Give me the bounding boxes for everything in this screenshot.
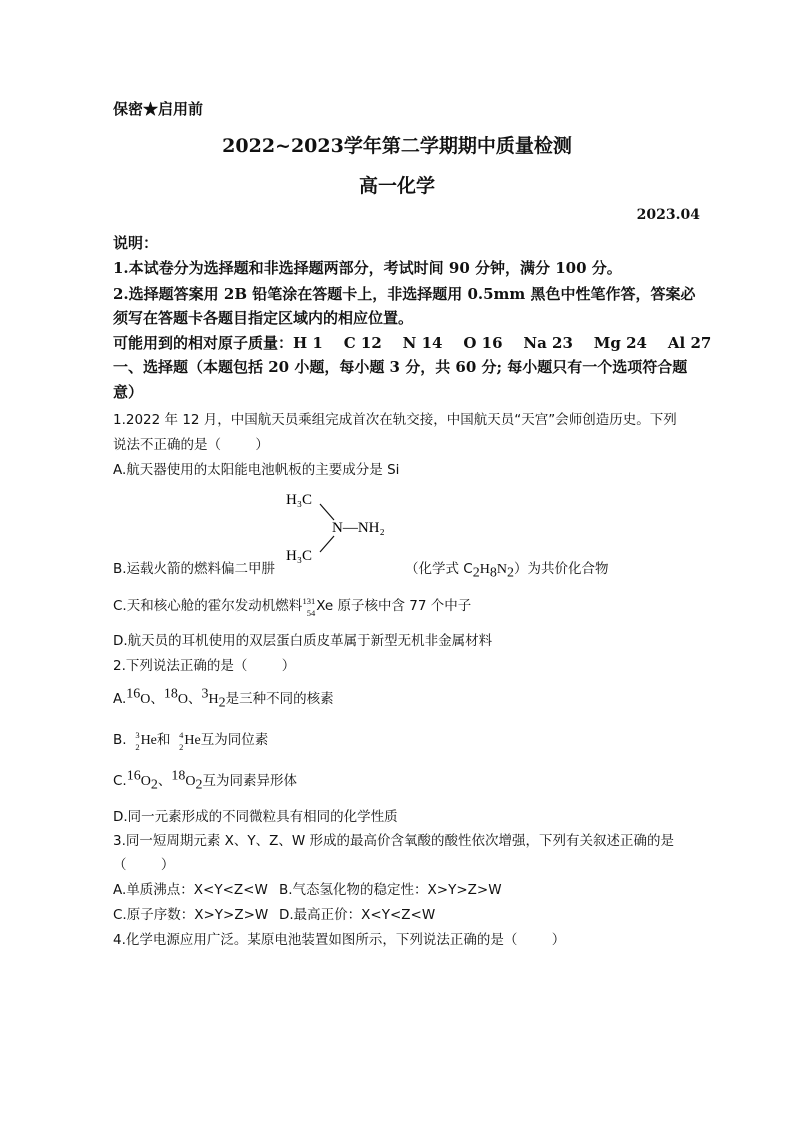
q1-stem-b: 说法不正确的是（ ）	[113, 437, 269, 453]
q2-option-c: $C.^{16}O_2$、$^{18}O_2$互为同素异形体	[113, 768, 297, 793]
q1-option-c-pre: C.天和核心舱的霍尔发动机燃料	[113, 598, 303, 614]
q2-option-a: A.$^{16}$O、$^{18}$O、$^3H_2$是三种不同的核素	[113, 686, 334, 711]
q1-option-b-formula: （化学式 $C_2H_8N_2$）为共价化合物	[405, 561, 609, 581]
he3-notation: 3 2	[135, 730, 140, 752]
q1-option-b-text: B.运载火箭的燃料偏二甲肼	[113, 561, 276, 577]
ch3-bottom-label: H₃C	[286, 548, 313, 564]
q2-option-b: B. 3 2 He和 4 2 He互为同位素	[113, 730, 269, 752]
instruction-line-1: 1.本试卷分为选择题和非选择题两部分，考试时间 90 分钟，满分 100 分。	[113, 259, 622, 277]
instruction-line-2b: 须写在答题卡各题目指定区域内的相应位置。	[113, 309, 414, 327]
q1-option-c-post: Xe 原子核中含 77 个中子	[316, 598, 472, 614]
xe-atomic-number: 54	[306, 608, 316, 618]
q3-stem-b: （ ）	[113, 857, 175, 873]
ch3-top-label: H₃C	[286, 492, 313, 508]
q1-stem-a: 1.2022 年 12 月，中国航天员乘组完成首次在轨交接，中国航天员“天宫”会师创造历史。下列	[113, 412, 677, 428]
bond-bottom	[320, 536, 334, 552]
q1-option-a: A.航天器使用的太阳能电池帆板的主要成分是 Si	[113, 462, 400, 478]
bond-top	[320, 504, 334, 520]
he4-notation: 4 2	[179, 730, 184, 752]
q2-option-a-post: 是三种不同的核素	[225, 691, 334, 707]
instruction-line-2a: 2.选择题答案用 2B 铅笔涂在答题卡上，非选择题用 0.5mm 黑色中性笔作答，答案必	[113, 285, 696, 303]
q2-option-d: D.同一元素形成的不同微粒具有相同的化学性质	[113, 809, 398, 825]
q2-option-c-post: 互为同素异形体	[202, 773, 297, 789]
instructions-heading: 说明：	[113, 234, 159, 252]
q2-option-b-mid: 和	[156, 732, 171, 748]
q1-option-d: D.航天员的耳机使用的双层蛋白质皮革属于新型无机非金属材料	[113, 633, 493, 649]
q4-stem: 4.化学电源应用广泛。某原电池装置如图所示，下列说法正确的是（ ）	[113, 932, 566, 948]
q2-option-b-post: 互为同位素	[200, 732, 269, 748]
exam-title: 2022~2023学年第二学期期中质量检测	[222, 135, 572, 157]
section1-heading-a: 一、选择题（本题包括 20 小题，每小题 3 分，共 60 分; 每小题只有一个选项符合题	[113, 358, 688, 376]
q1-option-b-formula-pre: （化学式 C	[405, 561, 473, 577]
subject-title: 高一化学	[358, 175, 435, 197]
q3-stem-a: 3.同一短周期元素 X、Y、Z、W 形成的最高价含氧酸的酸性依次增强，下列有关叙述正确的是	[113, 833, 675, 849]
q1-option-b	[113, 557, 275, 577]
confidential-label: 保密★启用前	[113, 100, 204, 118]
q3-option-b: B.气态氢化物的稳定性：X>Y>Z>W	[279, 882, 502, 898]
q3-option-d: D.最高正价：X<Y<Z<W	[279, 907, 436, 923]
q1-option-b-post: ）为共价化合物	[513, 561, 609, 577]
atomic-masses: 可能用到的相对原子质量：H 1 C 12 N 14 O 16 Na 23 Mg 24 Al 27	[113, 334, 712, 352]
xe-isotope-notation	[302, 598, 316, 616]
n-group-label: N—NH₂	[332, 520, 385, 536]
xe-mass-number: 131	[302, 596, 316, 606]
q3-option-c: C.原子序数：X>Y>Z>W	[113, 907, 269, 923]
dimethylhydrazine-structure	[280, 482, 420, 570]
section1-heading-b: 意）	[113, 383, 144, 401]
exam-date: 2023.04	[636, 207, 700, 223]
q2-stem: 2.下列说法正确的是（ ）	[113, 658, 296, 674]
q3-option-a: A.单质沸点：X<Y<Z<W	[113, 882, 268, 898]
q1-option-c	[113, 594, 471, 616]
